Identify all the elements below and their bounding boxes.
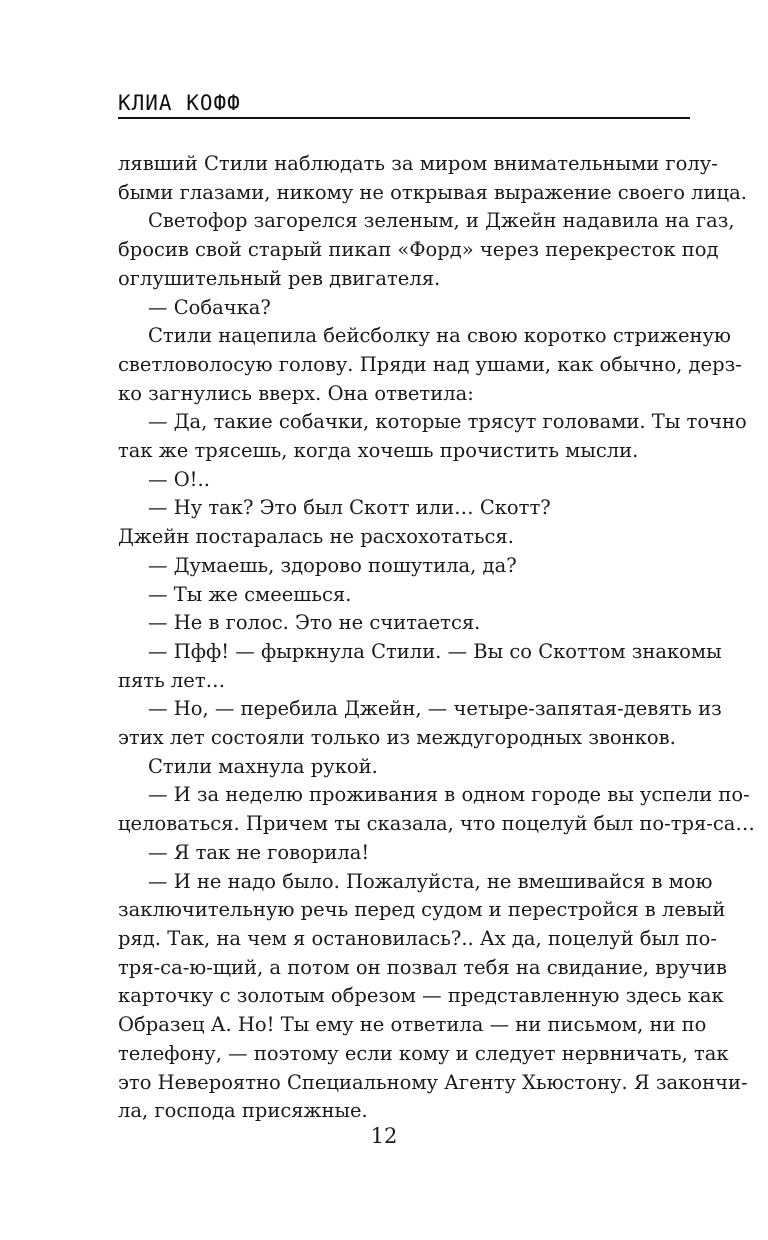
text-line: этих лет состояли только из междугородных звонков.	[118, 726, 676, 750]
text-line: ко загнулись вверх. Она ответила:	[118, 381, 474, 405]
text-line: светловолосую голову. Пряди над ушами, как обычно, дерз-	[118, 352, 742, 376]
text-line: — Я так не говорила!	[148, 840, 370, 864]
text-line: быми глазами, никому не открывая выражение своего лица.	[118, 180, 747, 204]
text-line: это Невероятно Специальному Агенту Хьюстону. Я закончи-	[118, 1070, 748, 1094]
body-text	[118, 150, 755, 1126]
text-line: ряд. Так, на чем я остановилась?.. Ах да, поцелуй был по-	[118, 926, 717, 950]
header-rule	[118, 117, 690, 119]
text-line: Джейн постаралась не расхохотаться.	[118, 525, 514, 549]
text-line: — И за неделю проживания в одном городе вы успели по-	[148, 783, 750, 807]
text-line: лявший Стили наблюдать за миром внимательными голу-	[118, 152, 718, 175]
text-line: — Не в голос. Это не считается.	[148, 611, 481, 635]
text-line: — О!..	[148, 467, 210, 491]
page-number: 12	[370, 1124, 398, 1148]
text-line: — Да, такие собачки, которые трясут головами. Ты точно	[148, 410, 747, 434]
text-line: целоваться. Причем ты сказала, что поцелуй был по-тря-са…	[118, 812, 755, 836]
text-line: — Ну так? Это был Скотт или… Скотт?	[148, 496, 551, 520]
text-line: оглушительный рев двигателя.	[118, 266, 441, 290]
text-line: — И не надо было. Пожалуйста, не вмешивайся в мою	[148, 869, 713, 893]
text-line: так же трясешь, когда хочешь прочистить мысли.	[118, 439, 639, 463]
text-line: Стили махнула рукой.	[148, 754, 378, 778]
text-line: пять лет…	[118, 668, 226, 692]
text-line: — Собачка?	[148, 295, 271, 319]
text-line: бросив свой старый пикап «Форд» через перекресток под	[118, 238, 719, 262]
text-line: Образец А. Но! Ты ему не ответила — ни письмом, ни по	[118, 1013, 707, 1037]
text-line: — Ты же смеешься.	[148, 582, 352, 606]
text-line: — Но, — перебила Джейн, — четыре-запятая-девять из	[148, 697, 722, 721]
text-line: тря-са-ю-щий, а потом он позвал тебя на свидание, вручив	[118, 955, 727, 979]
text-line: карточку с золотым обрезом — представленную здесь как	[118, 984, 724, 1008]
running-head: КЛИА КОФФ	[118, 91, 241, 115]
text-line: Стили нацепила бейсболку на свою коротко стриженую	[148, 324, 731, 348]
text-line: ла, господа присяжные.	[118, 1099, 368, 1123]
text-line: — Пфф! — фыркнула Стили. — Вы со Скоттом знакомы	[148, 639, 722, 663]
text-line: — Думаешь, здорово пошутила, да?	[148, 553, 517, 577]
text-line: Светофор загорелся зеленым, и Джейн надавила на газ,	[148, 209, 735, 233]
text-line: телефону, — поэтому если кому и следует нервничать, так	[118, 1041, 729, 1065]
text-line: заключительную речь перед судом и перестройся в левый	[118, 898, 726, 922]
